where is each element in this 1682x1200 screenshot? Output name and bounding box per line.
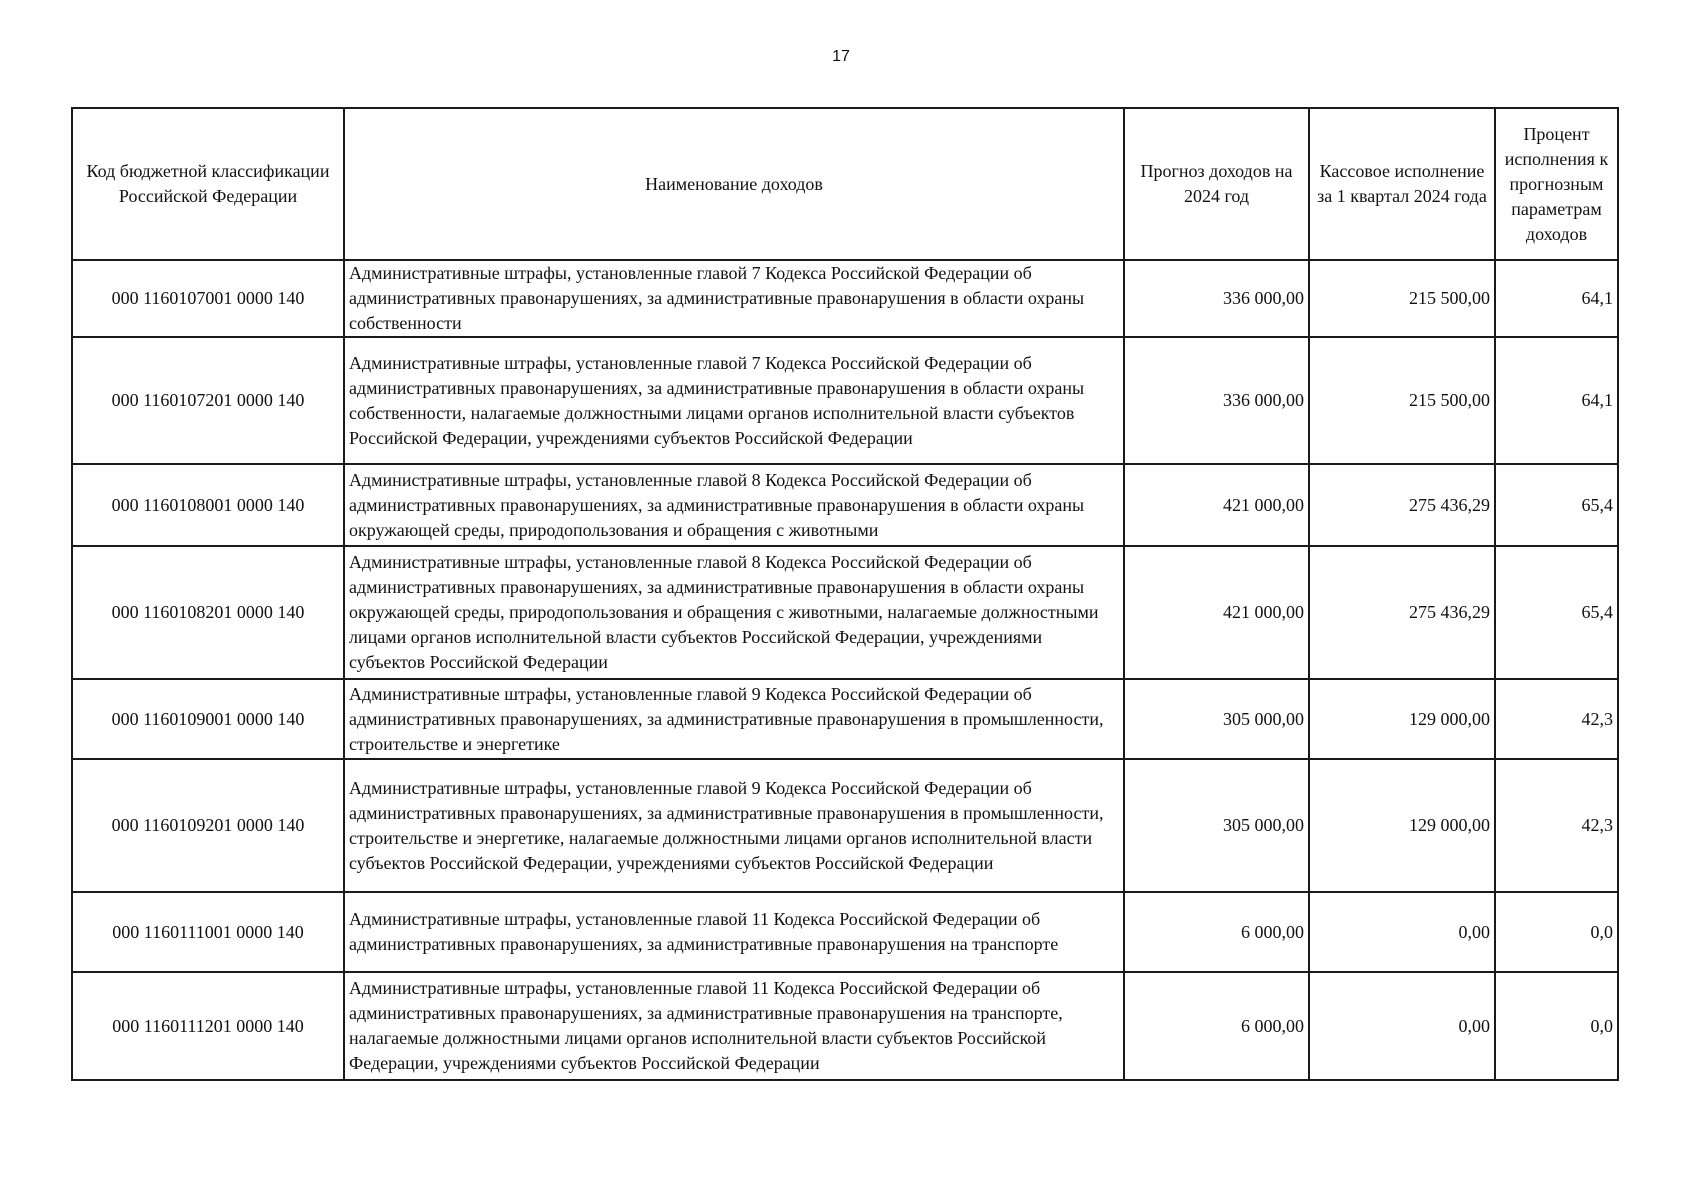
table-row — [72, 759, 1618, 892]
revenue-name-cell: Административные штрафы, установленные главой 11 Кодекса Российской Федерации об административных правонарушениях, за административные правонарушения на транспорте, налагаемые должностными лицами органов исполнительной власти субъектов Российской Федерации, учреждениями субъектов Российской Федерации — [344, 972, 1124, 1080]
budget-code-cell: 000 1160108201 0000 140 — [72, 546, 344, 679]
header-percent: Процент исполнения к прогнозным параметрам доходов — [1495, 108, 1618, 260]
actual-cell: 129 000,00 — [1309, 759, 1495, 892]
revenue-name-cell: Административные штрафы, установленные главой 8 Кодекса Российской Федерации об административных правонарушениях, за административные правонарушения в области охраны окружающей среды, природопользования и обращения с животными — [344, 464, 1124, 546]
actual-cell: 275 436,29 — [1309, 464, 1495, 546]
forecast-cell: 305 000,00 — [1124, 759, 1309, 892]
actual-cell: 215 500,00 — [1309, 260, 1495, 337]
budget-code-cell: 000 1160107001 0000 140 — [72, 260, 344, 337]
budget-code-cell: 000 1160108001 0000 140 — [72, 464, 344, 546]
actual-cell: 275 436,29 — [1309, 546, 1495, 679]
table-row — [72, 546, 1618, 679]
table-row — [72, 260, 1618, 337]
actual-cell: 215 500,00 — [1309, 337, 1495, 464]
percent-cell: 0,0 — [1495, 972, 1618, 1080]
forecast-cell: 336 000,00 — [1124, 337, 1309, 464]
percent-cell: 65,4 — [1495, 464, 1618, 546]
budget-code-cell: 000 1160109001 0000 140 — [72, 679, 344, 759]
actual-cell: 0,00 — [1309, 892, 1495, 972]
budget-code-cell: 000 1160111201 0000 140 — [72, 972, 344, 1080]
revenue-name-cell: Административные штрафы, установленные главой 7 Кодекса Российской Федерации об административных правонарушениях, за административные правонарушения в области охраны собственности, налагаемые должностными лицами органов исполнительной власти субъектов Российской Федерации, учреждениями субъектов Российской Федерации — [344, 337, 1124, 464]
revenue-table — [71, 107, 1619, 1081]
percent-cell: 42,3 — [1495, 679, 1618, 759]
budget-code-cell: 000 1160109201 0000 140 — [72, 759, 344, 892]
percent-cell: 65,4 — [1495, 546, 1618, 679]
header-actual: Кассовое исполнение за 1 квартал 2024 года — [1309, 108, 1495, 260]
revenue-name-cell: Административные штрафы, установленные главой 11 Кодекса Российской Федерации об административных правонарушениях, за административные правонарушения на транспорте — [344, 892, 1124, 972]
table-row — [72, 337, 1618, 464]
revenue-name-cell: Административные штрафы, установленные главой 9 Кодекса Российской Федерации об административных правонарушениях, за административные правонарушения в промышленности, строительстве и энергетике, налагаемые должностными лицами органов исполнительной власти субъектов Российской Федерации, учреждениями субъектов Российской Федерации — [344, 759, 1124, 892]
header-code: Код бюджетной классификации Российской Федерации — [72, 108, 344, 260]
percent-cell: 42,3 — [1495, 759, 1618, 892]
page-number: 17 — [832, 48, 850, 65]
forecast-cell: 6 000,00 — [1124, 972, 1309, 1080]
forecast-cell: 421 000,00 — [1124, 464, 1309, 546]
revenue-name-cell: Административные штрафы, установленные главой 7 Кодекса Российской Федерации об административных правонарушениях, за административные правонарушения в области охраны собственности — [344, 260, 1124, 337]
header-forecast: Прогноз доходов на 2024 год — [1124, 108, 1309, 260]
percent-cell: 64,1 — [1495, 337, 1618, 464]
header-name: Наименование доходов — [344, 108, 1124, 260]
budget-code-cell: 000 1160111001 0000 140 — [72, 892, 344, 972]
revenue-name-cell: Административные штрафы, установленные главой 8 Кодекса Российской Федерации об административных правонарушениях, за административные правонарушения в области охраны окружающей среды, природопользования и обращения с животными, налагаемые должностными лицами органов исполнительной власти субъектов Российской Федерации, учреждениями субъектов Российской Федерации — [344, 546, 1124, 679]
percent-cell: 64,1 — [1495, 260, 1618, 337]
forecast-cell: 336 000,00 — [1124, 260, 1309, 337]
forecast-cell: 6 000,00 — [1124, 892, 1309, 972]
percent-cell: 0,0 — [1495, 892, 1618, 972]
budget-code-cell: 000 1160107201 0000 140 — [72, 337, 344, 464]
table-row — [72, 464, 1618, 546]
actual-cell: 129 000,00 — [1309, 679, 1495, 759]
actual-cell: 0,00 — [1309, 972, 1495, 1080]
table-header-row — [72, 108, 1618, 260]
table-row — [72, 892, 1618, 972]
forecast-cell: 305 000,00 — [1124, 679, 1309, 759]
forecast-cell: 421 000,00 — [1124, 546, 1309, 679]
table-row — [72, 972, 1618, 1080]
revenue-name-cell: Административные штрафы, установленные главой 9 Кодекса Российской Федерации об административных правонарушениях, за административные правонарушения в промышленности, строительстве и энергетике — [344, 679, 1124, 759]
table-row — [72, 679, 1618, 759]
